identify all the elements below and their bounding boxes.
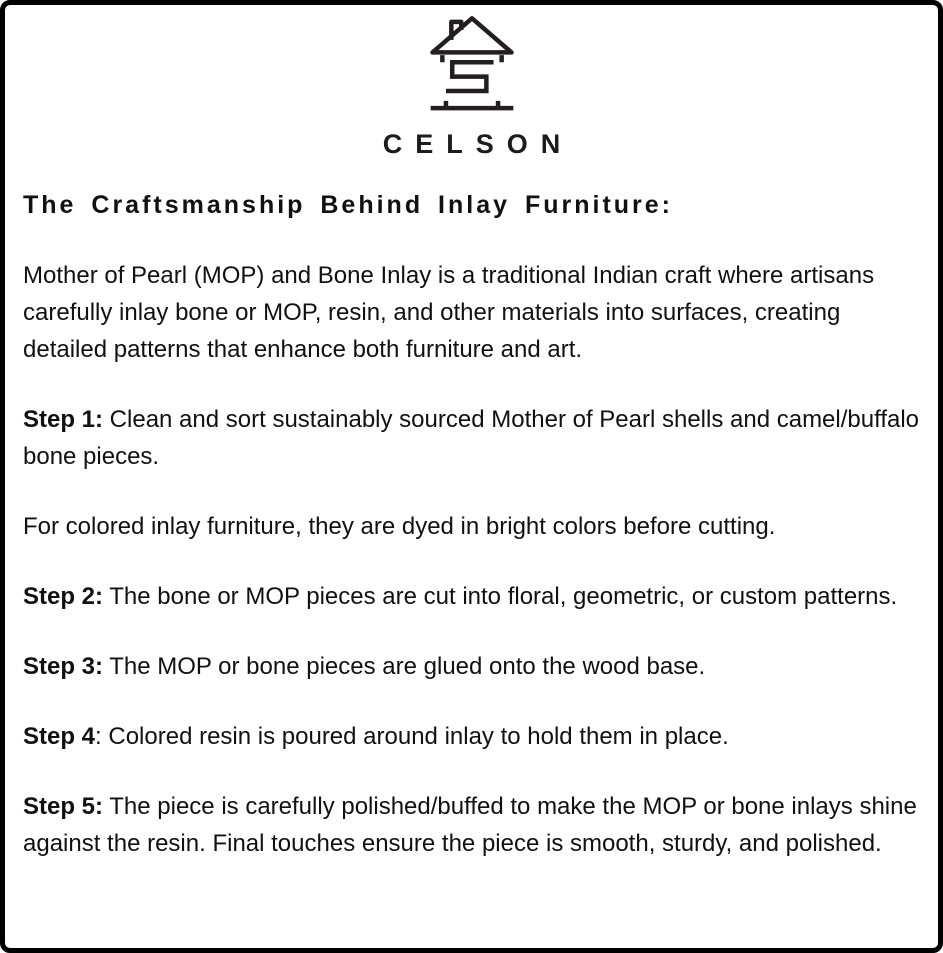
- coloring-note-paragraph: [5, 508, 938, 545]
- page-title: The Craftsmanship Behind Inlay Furniture:: [23, 191, 673, 219]
- step-3-text: The MOP or bone pieces are glued onto the wood base.: [103, 653, 706, 680]
- step-3-paragraph: [5, 648, 938, 685]
- step-4-label: Step 4: [23, 723, 96, 750]
- step-5-label: Step 5:: [23, 793, 104, 820]
- step-5-paragraph: [5, 788, 938, 862]
- brand-name: CELSON: [382, 129, 574, 159]
- step-3-label: Step 3:: [23, 653, 104, 680]
- step-4-text: : Colored resin is poured around inlay to hold them in place.: [95, 723, 729, 750]
- house-s-logo-icon: [426, 12, 518, 118]
- step-4-paragraph: [5, 718, 938, 755]
- step-2-paragraph: [5, 578, 938, 615]
- step-1-label: Step 1:: [23, 406, 104, 433]
- coloring-note-text: For colored inlay furniture, they are dyed in bright colors before cutting.: [23, 513, 776, 540]
- step-5-text: The piece is carefully polished/buffed to make the MOP or bone inlays shine against the resin. Final touches ensure the piece is smooth, sturdy, and polished.: [23, 793, 917, 857]
- brand-header: [5, 5, 938, 164]
- intro-paragraph: Mother of Pearl (MOP) and Bone Inlay is a traditional Indian craft where artisans carefully inlay bone or MOP, resin, and other materials into surfaces, creating detailed patterns that enhance both furniture and art.: [23, 262, 875, 363]
- step-2-label: Step 2:: [23, 583, 104, 610]
- step-1-text: Clean and sort sustainably sourced Mother of Pearl shells and camel/buffalo bone pieces.: [23, 406, 920, 470]
- step-2-text: The bone or MOP pieces are cut into floral, geometric, or custom patterns.: [103, 583, 898, 610]
- step-1-paragraph: [5, 401, 938, 475]
